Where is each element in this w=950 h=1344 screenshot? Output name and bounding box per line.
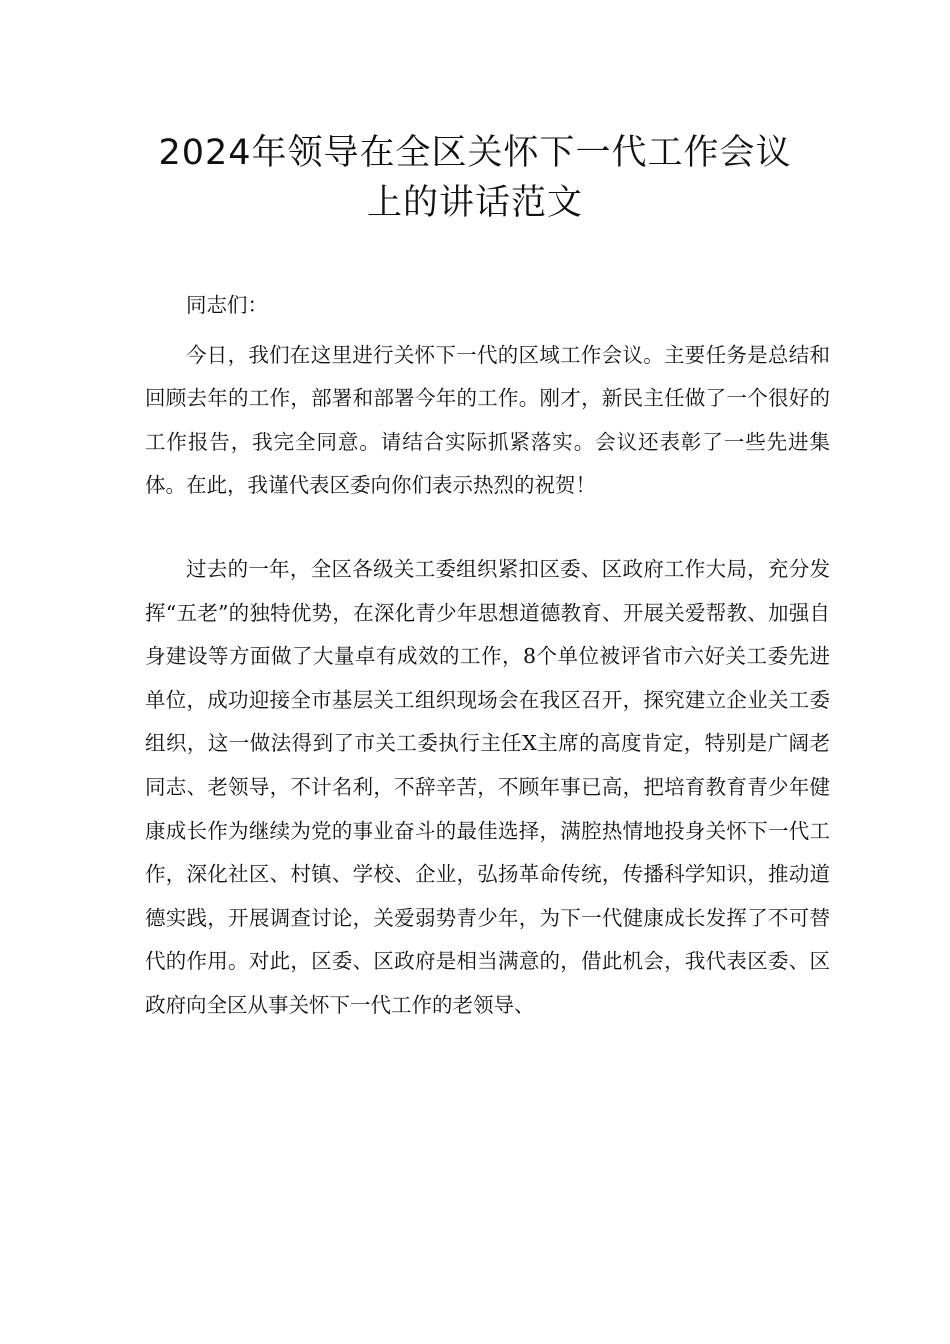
document-body (145, 284, 830, 1028)
paragraph-review: 过去的一年，全区各级关工委组织紧扣区委、区政府工作大局，充分发挥“五老”的独特优势，在深化青少年思想道德教育、开展关爱帮教、加强自身建设等方面做了大量卓有成效的工作，8个单位被评省市六好关工委先进单位，成功迎接全市基层关工组织现场会在我区召开，探究建立企业关工委组织，这一做法得到了市关工委执行主任X主席的高度肯定，特别是广阔老同志、老领导，不计名利，不辞辛苦，不顾年事已高，把培育教育青少年健康成长作为继续为党的事业奋斗的最佳选择，满腔热情地投身关怀下一代工作，深化社区、村镇、学校、企业，弘扬革命传统，传播科学知识，推动道德实践，开展调查讨论，关爱弱势青少年，为下一代健康成长发挥了不可替代的作用。对此，区委、区政府是相当满意的，借此机会，我代表区委、区政府向全区从事关怀下一代工作的老领导、 (145, 556, 830, 1017)
title-line-2: 上的讲话范文 (366, 183, 583, 223)
paragraph-opening: 今日，我们在这里进行关怀下一代的区域工作会议。主要任务是总结和回顾去年的工作，部署和部署今年的工作。刚才，新民主任做了一个很好的工作报告，我完全同意。请结合实际抓紧落实。会议还表彰了一些先进集体。在此，我谨代表区委向你们表示热烈的祝贺！ (145, 342, 830, 498)
document-title (120, 128, 830, 228)
title-line-1: 2024年领导在全区关怀下一代工作会议 (158, 133, 792, 173)
salutation: 同志们： (186, 293, 268, 317)
